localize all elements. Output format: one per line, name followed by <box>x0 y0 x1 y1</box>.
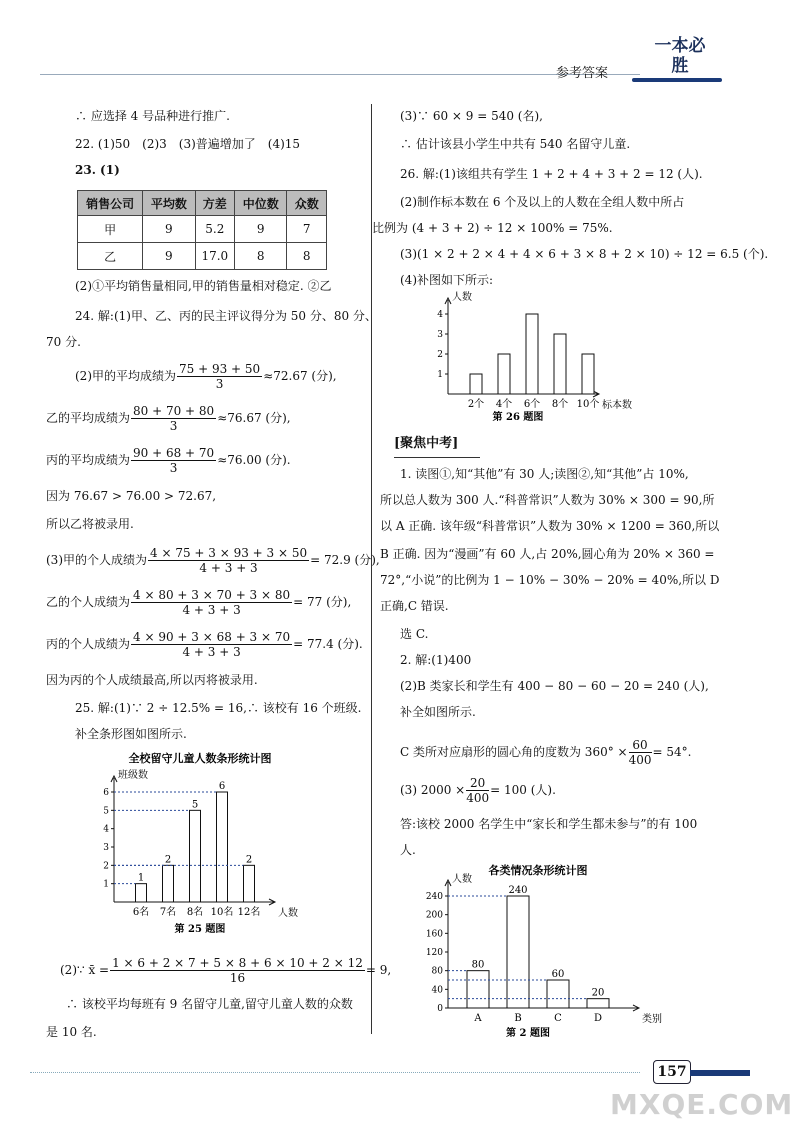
bar <box>217 792 228 902</box>
bar <box>507 896 529 1008</box>
formula-text: 丙的个人成绩为 <box>46 637 131 651</box>
formula-line <box>46 630 363 659</box>
answer-23: 23. (1) <box>75 163 120 177</box>
answer-line: ∴ 估计该县小学生中共有 540 名留守儿童. <box>400 137 631 151</box>
page-number: 157 <box>653 1060 691 1084</box>
answer-line: (3)∵ 60 × 9 = 540 (名), <box>400 109 543 123</box>
x-tick-label: 8个 <box>551 399 569 410</box>
answer-line: ∴ 应选择 4 号品种进行推广. <box>75 109 230 123</box>
bar-value-label: 1 <box>137 872 145 884</box>
answer-line: (2)B 类家长和学生有 400 − 80 − 60 − 20 = 240 (人), <box>400 679 709 693</box>
answer-line: 答:该校 2000 名学生中“家长和学生都未参与”的有 100 <box>400 817 698 831</box>
y-tick-label: 240 <box>425 892 443 902</box>
y-axis-label: 人数 <box>452 292 472 303</box>
bar-value-label: 5 <box>191 799 199 811</box>
fraction <box>131 446 216 475</box>
denominator: 400 <box>628 753 652 767</box>
bar <box>498 354 510 394</box>
bar-value-label: 240 <box>508 885 528 896</box>
formula-text: 丙的平均成绩为 <box>46 453 131 467</box>
denominator: 4 + 3 + 3 <box>182 645 241 659</box>
bar <box>467 971 489 1008</box>
table-row <box>78 243 327 270</box>
formula-text: 乙的个人成绩为 <box>46 595 131 609</box>
table-cell: 8 <box>287 243 327 270</box>
bar-value-label: 2 <box>245 854 253 866</box>
fraction <box>131 630 292 659</box>
bar-value-label: 60 <box>551 969 565 980</box>
numerator: 75 + 93 + 50 <box>179 362 261 376</box>
denominator: 400 <box>466 791 490 805</box>
formula-result: ≈76.67 (分), <box>217 411 291 425</box>
y-tick-label: 200 <box>425 910 443 921</box>
table-cell: 甲 <box>78 216 143 243</box>
bar <box>470 374 482 394</box>
denominator: 4 + 3 + 3 <box>199 561 258 575</box>
numerator: 90 + 68 + 70 <box>133 446 215 460</box>
y-tick-label: 3 <box>437 330 443 340</box>
formula-text: C 类所对应扇形的圆心角的度数为 360° × <box>400 745 628 759</box>
fraction <box>466 776 489 805</box>
bar-value-label: 2 <box>164 854 172 866</box>
y-tick-label: 6 <box>103 788 109 798</box>
x-tick-label: A <box>474 1013 482 1024</box>
numerator: 60 <box>629 738 652 753</box>
answer-line: (3)(1 × 2 + 2 × 4 + 4 × 6 + 3 × 8 + 2 × 10) ÷ 12 = 6.5 (个). <box>400 247 769 261</box>
answer-line: 所以乙将被录用. <box>46 517 134 531</box>
answer-line: 补全如图所示. <box>400 705 476 719</box>
table-cell: 9 <box>235 216 287 243</box>
numerator: 80 + 70 + 80 <box>133 404 215 418</box>
bar <box>136 884 147 902</box>
y-tick-label: 80 <box>431 966 443 977</box>
answer-line: 比例为 (4 + 3 + 2) ÷ 12 × 100% = 75%. <box>372 221 613 235</box>
answer-line: 1. 读图①,知“其他”有 30 人;读图②,知“其他”占 10%, <box>400 467 689 481</box>
formula-line <box>46 446 291 475</box>
formula-line <box>400 776 556 805</box>
chart-title: 各类情况条形统计图 <box>488 864 588 877</box>
x-tick-label: 12名 <box>237 907 261 918</box>
answer-25: 25. 解:(1)∵ 2 ÷ 12.5% = 16,∴ 该校有 16 个班级. <box>75 701 362 715</box>
y-tick-label: 2 <box>103 861 109 872</box>
table-row <box>78 216 327 243</box>
table-cell: 5.2 <box>195 216 235 243</box>
bar-value-label: 80 <box>471 959 485 971</box>
x-tick-label: C <box>554 1013 562 1024</box>
formula-text: (3) 2000 × <box>400 783 466 797</box>
y-tick-label: 0 <box>437 1004 443 1014</box>
numerator: 4 × 80 + 3 × 70 + 3 × 80 <box>133 588 291 602</box>
x-tick-label: 10个 <box>576 399 600 410</box>
formula-text: (2)∵ x̄ = <box>60 963 110 977</box>
answer-line: 因为 76.67 > 76.00 > 72.67, <box>46 489 217 503</box>
section-heading-rule <box>394 457 480 458</box>
chart-title: 全校留守儿童人数条形统计图 <box>128 752 272 765</box>
fraction <box>110 956 365 985</box>
x-tick-label: 7名 <box>159 907 177 918</box>
y-tick-label: 5 <box>103 806 109 817</box>
formula-result: = 77 (分), <box>293 595 352 609</box>
bar <box>587 999 609 1008</box>
chart-caption: 第 2 题图 <box>506 1028 550 1039</box>
table-header-cell: 众数 <box>287 191 327 216</box>
bar <box>526 314 538 394</box>
formula-result: = 72.9 (分), <box>310 553 380 567</box>
y-tick-label: 1 <box>437 370 443 380</box>
answer-2: 2. 解:(1)400 <box>400 653 472 667</box>
formula-line <box>46 546 380 575</box>
x-tick-label: B <box>514 1013 522 1024</box>
x-tick-label: 10名 <box>210 907 234 918</box>
answer-26: 26. 解:(1)该组共有学生 1 + 2 + 4 + 3 + 2 = 12 (人). <box>400 167 703 181</box>
numerator: 20 <box>466 776 489 791</box>
x-axis-label: 类别 <box>642 1014 662 1025</box>
y-axis-label: 班级数 <box>118 770 148 781</box>
answer-24: 24. 解:(1)甲、乙、丙的民主评议得分为 50 分、80 分、 <box>75 309 377 323</box>
table-header-cell: 中位数 <box>235 191 287 216</box>
x-tick-label: 4个 <box>495 399 513 410</box>
formula-result: = 77.4 (分). <box>293 637 363 651</box>
header-logo: 一本必胜 <box>654 36 706 76</box>
denominator: 4 + 3 + 3 <box>182 603 241 617</box>
formula-result: = 54°. <box>652 745 692 759</box>
bar-value-label: 20 <box>591 987 605 999</box>
x-tick-label: 2个 <box>467 399 485 410</box>
footer-rule <box>30 1072 640 1073</box>
y-tick-label: 4 <box>103 824 109 835</box>
formula-result: ≈72.67 (分), <box>263 369 337 383</box>
footer-bar <box>690 1070 750 1076</box>
x-tick-label: 8名 <box>186 907 204 918</box>
table-header-row <box>78 191 327 216</box>
formula-text: (3)甲的个人成绩为 <box>46 553 147 567</box>
x-axis-label: 标本数 <box>602 400 632 411</box>
answer-22: 22. (1)50 (2)3 (3)普遍增加了 (4)15 <box>75 137 301 151</box>
table-header-cell: 平均数 <box>143 191 195 216</box>
answer-line: 选 C. <box>400 627 429 641</box>
y-tick-label: 40 <box>431 985 443 996</box>
denominator: 3 <box>215 377 224 391</box>
table-cell: 8 <box>235 243 287 270</box>
chart-26 <box>418 288 658 428</box>
bar <box>163 865 174 902</box>
chart-25 <box>90 748 340 938</box>
formula-text: 乙的平均成绩为 <box>46 411 131 425</box>
x-axis-label: 人数 <box>278 908 298 919</box>
fraction <box>629 738 652 767</box>
answer-line: 因为丙的个人成绩最高,所以丙将被录用. <box>46 673 258 687</box>
section-heading: [聚焦中考] <box>394 436 459 451</box>
table-cell: 9 <box>143 216 195 243</box>
answer-line: 72°,“小说”的比例为 1 − 10% − 30% − 20% = 40%,所以 D <box>380 573 720 587</box>
answer-line: (2)制作标本数在 6 个及以上的人数在全组人数中所占 <box>400 195 685 209</box>
answer-line: B 正确. 因为“漫画”有 60 人,占 20%,圆心角为 20% × 360 = <box>380 547 715 561</box>
answer-line: 正确,C 错误. <box>380 599 449 613</box>
denominator: 3 <box>169 461 178 475</box>
table-cell: 7 <box>287 216 327 243</box>
header-section-title: 参考答案 <box>556 66 609 81</box>
table-cell: 乙 <box>78 243 143 270</box>
answer-line: (4)补图如下所示: <box>400 273 494 287</box>
bar <box>190 810 201 902</box>
fraction <box>131 588 292 617</box>
table-cell: 9 <box>143 243 195 270</box>
y-tick-label: 3 <box>103 843 109 853</box>
answer-line: 补全条形图如图所示. <box>75 727 187 741</box>
y-tick-label: 120 <box>425 948 443 958</box>
chart-2 <box>418 862 668 1042</box>
y-axis-label: 人数 <box>452 874 472 885</box>
header-logo-swoosh <box>632 78 722 82</box>
table-header-cell: 销售公司 <box>78 191 143 216</box>
bar <box>554 334 566 394</box>
header-rule <box>40 74 640 75</box>
answer-line: 是 10 名. <box>46 1025 97 1039</box>
fraction <box>148 546 309 575</box>
chart-caption: 第 25 题图 <box>174 924 226 935</box>
formula-line <box>60 956 391 985</box>
formula-line <box>75 362 337 391</box>
denominator: 16 <box>229 971 246 985</box>
numerator: 1 × 6 + 2 × 7 + 5 × 8 + 6 × 10 + 2 × 12 <box>112 956 363 970</box>
answer-23-2: (2)①平均销售量相同,甲的销售量相对稳定. ②乙 <box>75 279 332 293</box>
x-tick-label: 6名 <box>132 907 150 918</box>
table-header-cell: 方差 <box>195 191 235 216</box>
fraction <box>131 404 216 433</box>
bar <box>547 980 569 1008</box>
numerator: 4 × 75 + 3 × 93 + 3 × 50 <box>150 546 308 560</box>
y-tick-label: 1 <box>103 879 109 890</box>
answer-line: ∴ 该校平均每班有 9 名留守儿童,留守儿童人数的众数 <box>66 997 353 1011</box>
bar <box>244 865 255 902</box>
x-tick-label: D <box>593 1013 603 1024</box>
x-tick-label: 6个 <box>523 399 541 410</box>
numerator: 4 × 90 + 3 × 68 + 3 × 70 <box>133 630 291 644</box>
y-tick-label: 160 <box>425 929 443 940</box>
formula-result: = 100 (人). <box>490 783 556 797</box>
y-tick-label: 4 <box>437 310 443 320</box>
fraction <box>177 362 262 391</box>
bar-value-label: 6 <box>218 781 226 792</box>
answer-line: 所以总人数为 300 人.“科普常识”人数为 30% × 300 = 90,所 <box>380 493 715 507</box>
sales-table <box>77 190 327 270</box>
formula-text: (2)甲的平均成绩为 <box>75 369 176 383</box>
y-tick-label: 2 <box>437 350 443 360</box>
formula-result: ≈76.00 (分). <box>217 453 291 467</box>
answer-line: 以 A 正确. 该年级“科普常识”人数为 30% × 1200 = 360,所以 <box>380 519 720 533</box>
answer-line: 人. <box>400 843 416 857</box>
formula-line <box>46 588 351 617</box>
watermark: MXQE.COM <box>610 1088 793 1121</box>
formula-result: = 9, <box>365 963 392 977</box>
chart-caption: 第 26 题图 <box>492 412 544 423</box>
bar <box>582 354 594 394</box>
denominator: 3 <box>169 419 178 433</box>
formula-line <box>400 738 691 767</box>
answer-24-cont: 70 分. <box>46 335 81 349</box>
formula-line <box>46 404 291 433</box>
table-cell: 17.0 <box>195 243 235 270</box>
